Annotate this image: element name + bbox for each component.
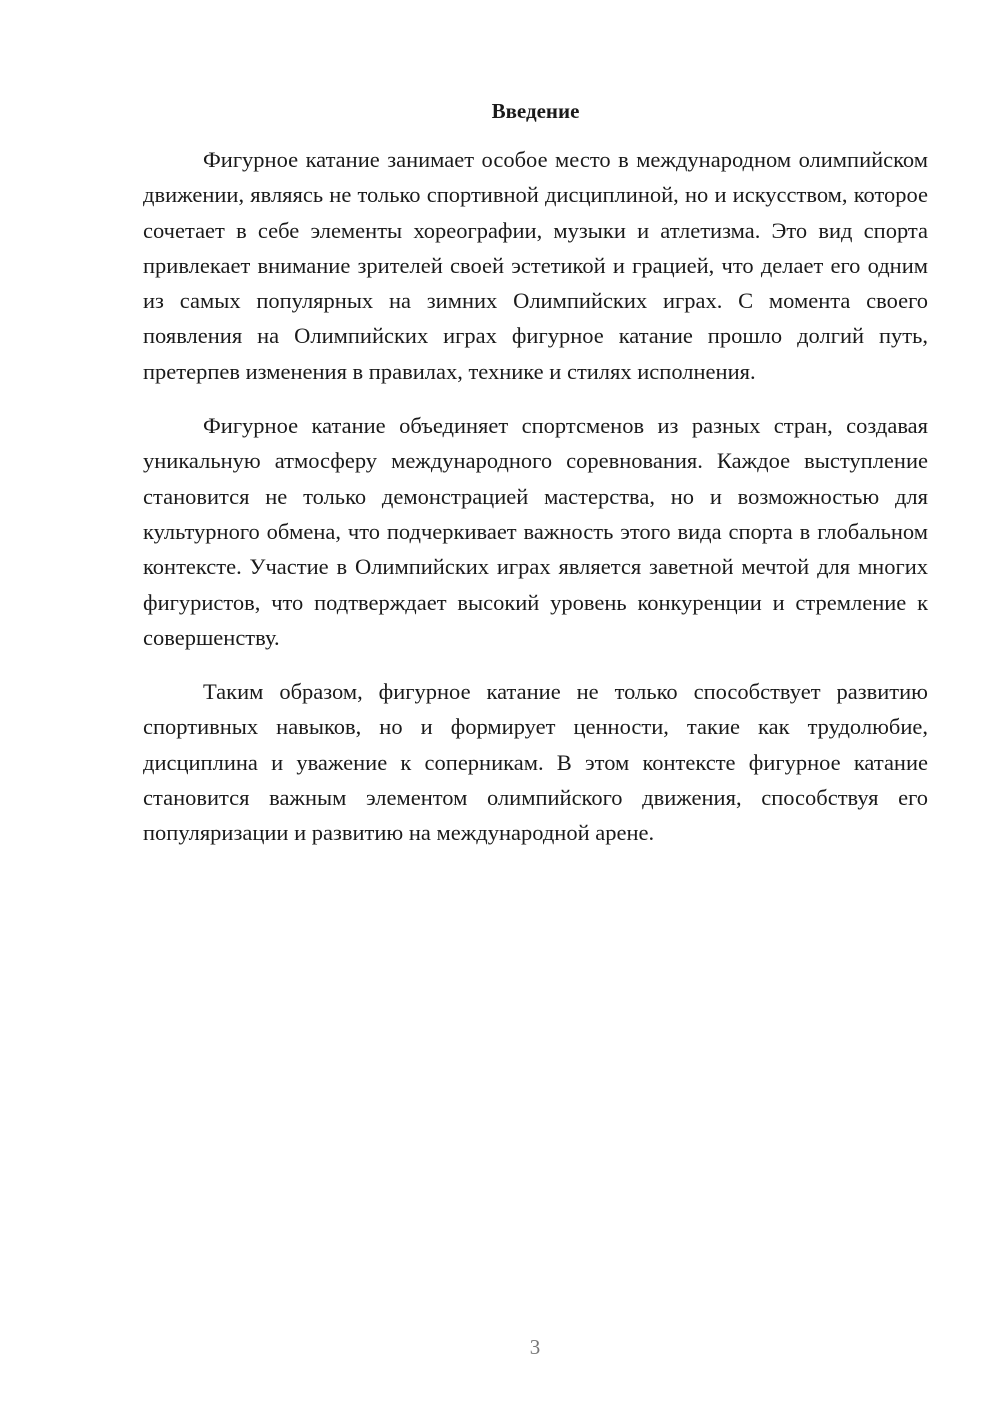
body-text (143, 142, 928, 870)
page-number: 3 (529, 1335, 541, 1359)
paragraph-3: Таким образом, фигурное катание не только способствует развитию спортивных навыков, но и формирует ценности, такие как трудолюбие, дисциплина и уважение к соперникам. В этом контексте фигурное катание становится важным элементом олимпийского движения, способствуя его популяризации и развитию на международной арене. (143, 679, 928, 846)
paragraph-2: Фигурное катание объединяет спортсменов из разных стран, создавая уникальную атмосферу международного соревнования. Каждое выступление становится не только демонстрацией мастерства, но и возможностью для культурного обмена, что подчеркивает важность этого вида спорта в глобальном контексте. Участие в Олимпийских играх является заветной мечтой для многих фигуристов, что подтверждает высокий уровень конкуренции и стремление к совершенству. (143, 413, 928, 650)
section-heading: Введение (491, 99, 580, 123)
paragraph-1: Фигурное катание занимает особое место в международном олимпийском движении, являясь не только спортивной дисциплиной, но и искусством, которое сочетает в себе элементы хореографии, музыки и атлетизма. Это вид спорта привлекает внимание зрителей своей эстетикой и грацией, что делает его одним из самых популярных на зимних Олимпийских играх. С момента своего появления на Олимпийских играх фигурное катание прошло долгий путь, претерпев изменения в правилах, технике и стилях исполнения. (143, 147, 928, 384)
